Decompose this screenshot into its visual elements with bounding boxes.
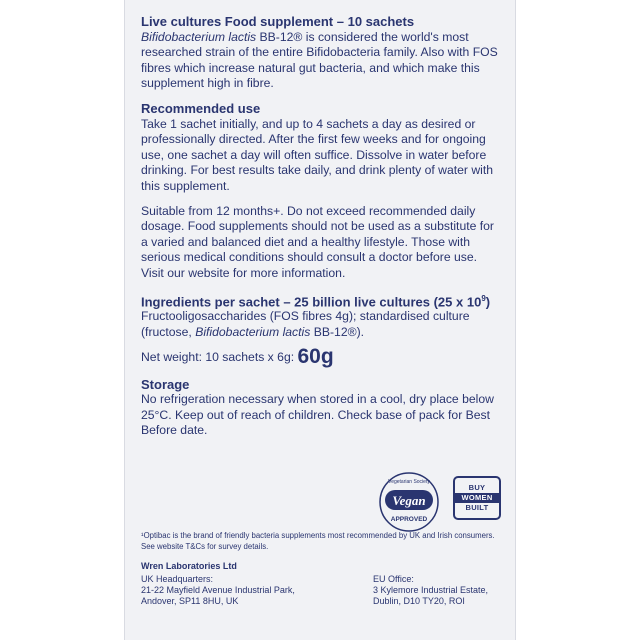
company-name: Wren Laboratories Ltd (141, 561, 237, 571)
net-weight (141, 345, 503, 369)
recommended-heading: Recommended use (141, 100, 261, 116)
suitable-section (141, 204, 503, 282)
vegan-bottom-text: APPROVED (390, 516, 428, 523)
footnote: ¹Optibac is the brand of friendly bacteria supplements most recommended by UK and Irish consumers. See website T&Cs for survey details. (141, 531, 495, 551)
uk-address (141, 574, 316, 607)
bwb-line2: WOMEN (455, 493, 499, 503)
ingredients-text-before: Fructooligosaccharides (FOS fibres 4g); standardised culture (fructose, (141, 309, 470, 340)
ingredients-text-after: BB-12®). (310, 325, 365, 340)
intro-section (141, 14, 503, 92)
ingredients-section (141, 291, 503, 341)
intro-body: BB-12® is considered the world's most researched strain of the entire Bifidobacteria family. Also with FOS fibres which increase natural gut bacteria, and which make this supplement high in fibre. (141, 29, 498, 91)
company-info (141, 561, 503, 607)
supplement-pack-back (124, 0, 516, 640)
storage-heading: Storage (141, 376, 190, 392)
eu-line2: Dublin, D10 TY20, ROI (373, 596, 465, 606)
ingredients-heading-text: Ingredients per sachet – 25 billion live cultures (25 x 10 (141, 293, 482, 309)
eu-address (373, 574, 503, 607)
storage-text: No refrigeration necessary when stored in a cool, dry place below 25°C. Keep out of reach of children. Check base of pack for Best Before date. (141, 392, 494, 438)
ingredients-heading (141, 291, 503, 310)
storage-section (141, 377, 503, 439)
uk-line2: Andover, SP11 8HU, UK (141, 596, 239, 606)
vegan-top-text: Vegetarian Society (388, 479, 430, 485)
addresses (141, 574, 503, 607)
buy-women-built-badge (453, 476, 501, 520)
bwb-line3: BUILT (465, 503, 489, 512)
net-weight-label: Net weight: 10 sachets x 6g: (141, 349, 298, 364)
bwb-line1: BUY (468, 483, 486, 492)
ingredients-heading-end: ) (485, 293, 491, 309)
intro-text (141, 30, 503, 92)
vegan-approved-icon (377, 470, 441, 534)
intro-heading: Live cultures Food supplement – 10 sachets (141, 14, 415, 29)
label-content (141, 14, 503, 448)
eu-line1: 3 Kylemore Industrial Estate, (373, 585, 489, 595)
net-weight-value: 60g (297, 344, 334, 368)
suitable-text: Suitable from 12 months+. Do not exceed recommended daily dosage. Food supplements should not be used as a substitute for a varied and balanced diet and a healthy lifestyle. Those with serious medical conditions should consult a doctor before use. Visit our website for more information. (141, 203, 494, 280)
eu-label: EU Office: (373, 574, 414, 584)
vegan-main-text: Vegan (392, 493, 426, 508)
ingredients-text (141, 309, 503, 340)
ingredients-heading-sup: 9 (481, 293, 486, 303)
uk-label: UK Headquarters: (141, 574, 214, 584)
uk-line1: 21-22 Mayfield Avenue Industrial Park, (141, 585, 295, 595)
recommended-section (141, 101, 503, 195)
recommended-text: Take 1 sachet initially, and up to 4 sachets a day as desired or professionally directed. After the first few weeks and for ongoing use, one sachet a day will often suffice. Dissolve in water before drinking. For best results take daily, and drink plenty of water with this supplement. (141, 116, 494, 193)
ingredients-strain: Bifidobacterium lactis (195, 325, 311, 340)
intro-strain: Bifidobacterium lactis (141, 29, 257, 44)
